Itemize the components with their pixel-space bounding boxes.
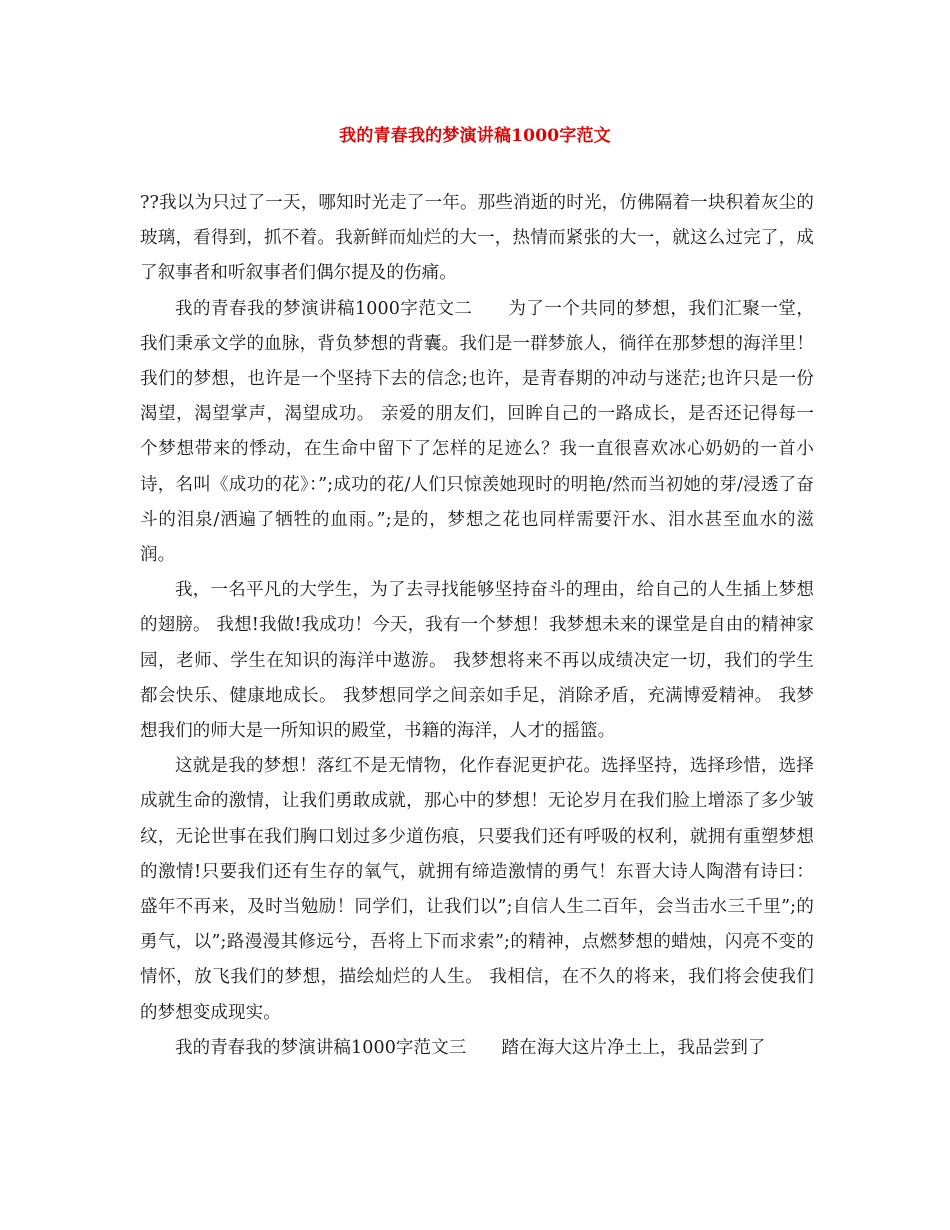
- paragraph-2: 我的青春我的梦演讲稿1000字范文二 为了一个共同的梦想，我们汇聚一堂，我们秉承文学的血脉，背负梦想的背囊。我们是一群梦旅人，徜徉在那梦想的海洋里！我们的梦想，也许是一个坚持下去的信念;也许，是青春期的冲动与迷茫;也许只是一份渴望，渴望掌声，渴望成功。 亲爱的朋友们，回眸自己的一路成长，是否还记得每一个梦想带来的悸动，在生命中留下了怎样的足迹么？我一直很喜欢冰心奶奶的一首小诗，名叫《成功的花》：”;成功的花/人们只惊羡她现时的明艳/然而当初她的芽/浸透了奋斗的泪泉/洒遍了牺牲的血雨。”;是的，梦想之花也同样需要汗水、泪水甚至血水的滋润。: [140, 298, 814, 566]
- paragraph-4: 这就是我的梦想！落红不是无情物，化作春泥更护花。选择坚持，选择珍惜，选择成就生命的激情，让我们勇敢成就，那心中的梦想！无论岁月在我们脸上增添了多少皱纹，无论世事在我们胸口划过多少道伤痕，只要我们还有呼吸的权利，就拥有重塑梦想的激情!只要我们还有生存的氧气，就拥有缔造激情的勇气！东晋大诗人陶潜有诗曰：盛年不再来，及时当勉励！同学们，让我们以”;自信人生二百年，会当击水三千里”;的勇气，以”;路漫漫其修远兮，吾将上下而求索”;的精神，点燃梦想的蜡烛，闪亮不变的情怀，放飞我们的梦想，描绘灿烂的人生。 我相信，在不久的将来，我们将会使我们的梦想变成现实。: [140, 756, 814, 1023]
- document-title: 我的青春我的梦演讲稿1000字范文: [339, 126, 611, 146]
- paragraph-5: 我的青春我的梦演讲稿1000字范文三 踏在海大这片净土上，我品尝到了: [175, 1037, 766, 1058]
- document-body: [140, 186, 814, 1066]
- paragraph-3: 我，一名平凡的大学生，为了去寻找能够坚持奋斗的理由，给自己的人生插上梦想的翅膀。 我想!我做!我成功！今天，我有一个梦想！我梦想未来的课堂是自由的精神家园，老师、学生在知识的海洋中遨游。 我梦想将来不再以成绩决定一切，我们的学生都会快乐、健康地成长。 我梦想同学之间亲如手足，消除矛盾，充满博爱精神。 我梦想我们的师大是一所知识的殿堂，书籍的海洋，人才的摇篮。: [140, 580, 814, 742]
- paragraph-1: ??我以为只过了一天，哪知时光走了一年。那些消逝的时光，仿佛隔着一块积着灰尘的玻璃，看得到，抓不着。我新鲜而灿烂的大一，热情而紧张的大一，就这么过完了，成了叙事者和听叙事者们偶尔提及的伤痛。: [140, 193, 814, 284]
